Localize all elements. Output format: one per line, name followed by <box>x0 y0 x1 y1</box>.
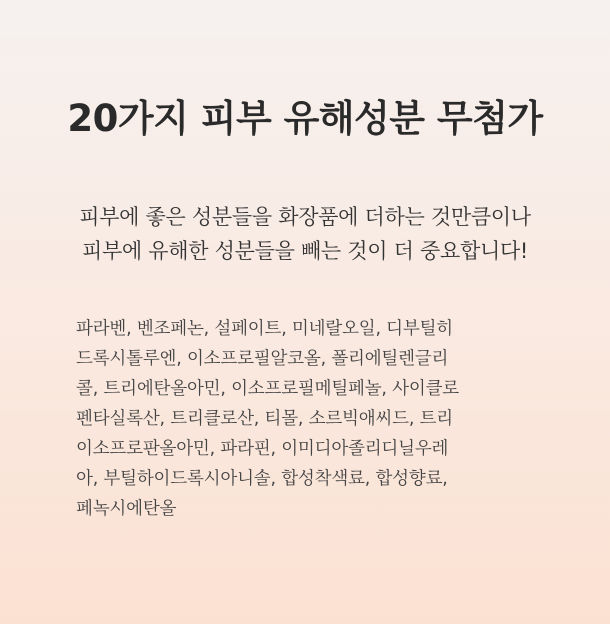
ingredient-line: 아, 부틸하이드록시아니솔, 합성착색료, 합성향료, <box>76 469 448 489</box>
ingredient-line: 페녹시에탄올 <box>76 499 177 519</box>
page-title: 20가지 피부 유해성분 무첨가 <box>67 97 543 140</box>
intro-line-1: 피부에 좋은 성분들을 화장품에 더하는 것만큼이나 <box>79 205 531 229</box>
intro-line-2: 피부에 유해한 성분들을 빼는 것이 더 중요합니다! <box>81 239 529 263</box>
intro-text <box>0 200 610 268</box>
ingredient-line: 이소프로판올아민, 파라핀, 이미디아졸리디닐우레 <box>76 439 449 459</box>
ingredient-line: 파라벤, 벤조페논, 설페이트, 미네랄오일, 디부틸히 <box>76 319 454 339</box>
ingredient-line: 콜, 트리에탄올아민, 이소프로필메틸페놀, 사이클로 <box>76 379 459 399</box>
ingredient-line: 펜타실록산, 트리클로산, 티몰, 소르빅애씨드, 트리 <box>76 409 454 429</box>
ingredient-line: 드록시톨루엔, 이소프로필알코올, 폴리에틸렌글리 <box>76 349 449 369</box>
ingredient-list <box>76 314 576 524</box>
